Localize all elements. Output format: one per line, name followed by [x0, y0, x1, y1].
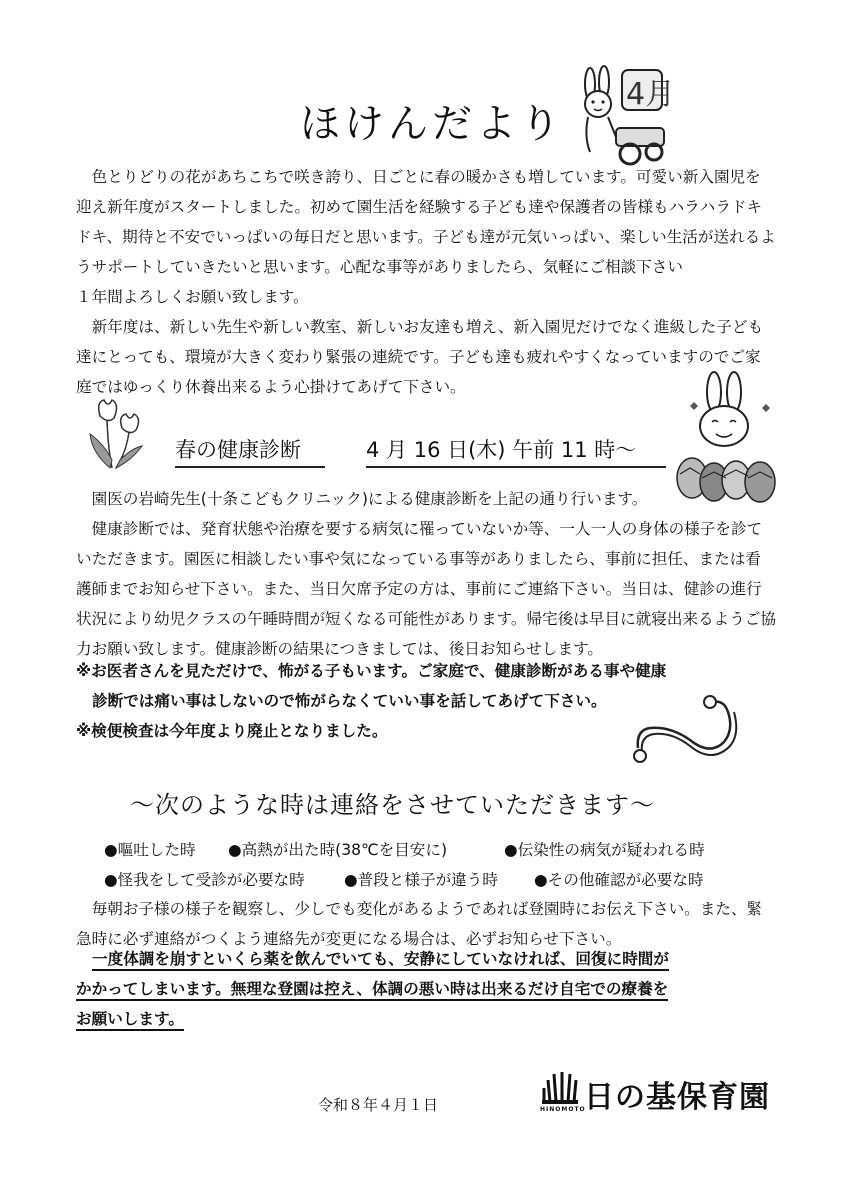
checkup-datetime: 4 月 16 日(木) 午前 11 時～: [366, 434, 666, 468]
school-logo: [540, 1068, 770, 1116]
bullet-infectious-disease: ●伝染性の病気が疑われる時: [504, 841, 705, 859]
issue-date: 令和８年４月１日: [318, 1096, 439, 1114]
tulip-icon: [82, 398, 152, 473]
intro-paragraph-2: １年間よろしくお願い致します。: [76, 288, 309, 306]
stethoscope-icon: [630, 690, 740, 775]
checkup-paragraph-2: 健康診断では、発育状態や治療を要する病気に罹っていないか等、一人一人の身体の様子を診ていただきます。園医に相談したい事や気になっている事等がありましたら、事前に担任、または看護師までお知らせ下さい。また、当日欠席予定の方は、事前にご連絡下さい。当日は、健診の進行状況により幼児クラスの午睡時間が短くなる可能性があります。帰宅後は早目に就寝出来るようご協力お願い致します。健康診断の結果につきましては、後日お知らせします。: [76, 520, 777, 658]
intro-section: [76, 162, 776, 402]
bullet-other-confirmation: ●その他確認が必要な時: [534, 871, 704, 889]
closing-line-3: お願いします。: [76, 1010, 184, 1031]
bullet-injury: ●怪我をして受診が必要な時: [104, 871, 305, 889]
note-2: ※検便検査は今年度より廃止となりました。: [76, 722, 388, 740]
checkup-label: 春の健康診断: [175, 434, 325, 468]
contact-paragraph: 毎朝お子様の様子を観察し、少しでも変化があるようであれば登園時にお伝え下さい。また、緊急時に必ず連絡がつくよう連絡先が変更になる場合は、必ずお知らせ下さい。: [76, 900, 763, 948]
school-name: 日の基保育園: [584, 1080, 770, 1115]
bullet-vomiting: ●嘔吐した時: [104, 841, 196, 859]
closing-line-2: かかってしまいます。無理な登園は控え、体調の悪い時は出来るだけ自宅での療養を: [76, 980, 668, 1001]
checkup-paragraph-1: 園医の岩崎先生(十条こどもクリニック)による健康診断を上記の通り行います。: [91, 490, 648, 508]
closing-line-1: 一度体調を崩すといくら薬を飲んでいても、安静にしていなければ、回復に時間が: [92, 950, 669, 971]
bullet-unusual-condition: ●普段と様子が違う時: [344, 871, 498, 889]
month-badge: 4月: [626, 77, 676, 112]
bullet-high-fever: ●高熱が出た時(38℃を目安に): [228, 841, 448, 859]
school-name-romaji: HINOMOTO: [540, 1106, 586, 1113]
closing-notes: [76, 944, 776, 1034]
checkup-section: [76, 484, 776, 664]
rabbit-cart-illustration: [568, 62, 678, 172]
note-1-line-1: ※お医者さんを見ただけで、怖がる子もいます。ご家庭で、健康診断がある事や健康: [76, 662, 667, 680]
page-title: ほけんだより: [300, 101, 564, 147]
intro-paragraph-1: 色とりどりの花があちこちで咲き誇り、日ごとに春の暖かさも増しています。可愛い新入園児を迎え新年度がスタートしました。初めて園生活を経験する子ども達や保護者の皆様もハラハラドキドキ、期待と不安でいっぱいの毎日だと思います。子ども達が元気いっぱい、楽しい生活が送れるようサポートしていきたいと思います。心配な事等がありましたら、気軽にご相談下さい: [76, 168, 776, 276]
note-1-line-2: 診断では痛い事はしないので怖がらなくていい事を話してあげて下さい。: [92, 692, 607, 710]
sunrise-logo-icon: [540, 1068, 580, 1106]
intro-paragraph-3: 新年度は、新しい先生や新しい教室、新しいお友達も増え、新入園児だけでなく進級した子ども達にとっても、環境が大きく変わり緊張の連続です。子ども達も疲れやすくなっていますのでご家庭ではゆっくり休養出来るよう心掛けてあげて下さい。: [76, 318, 764, 396]
contact-title: ～次のような時は連絡をさせていただきます～: [130, 791, 655, 819]
